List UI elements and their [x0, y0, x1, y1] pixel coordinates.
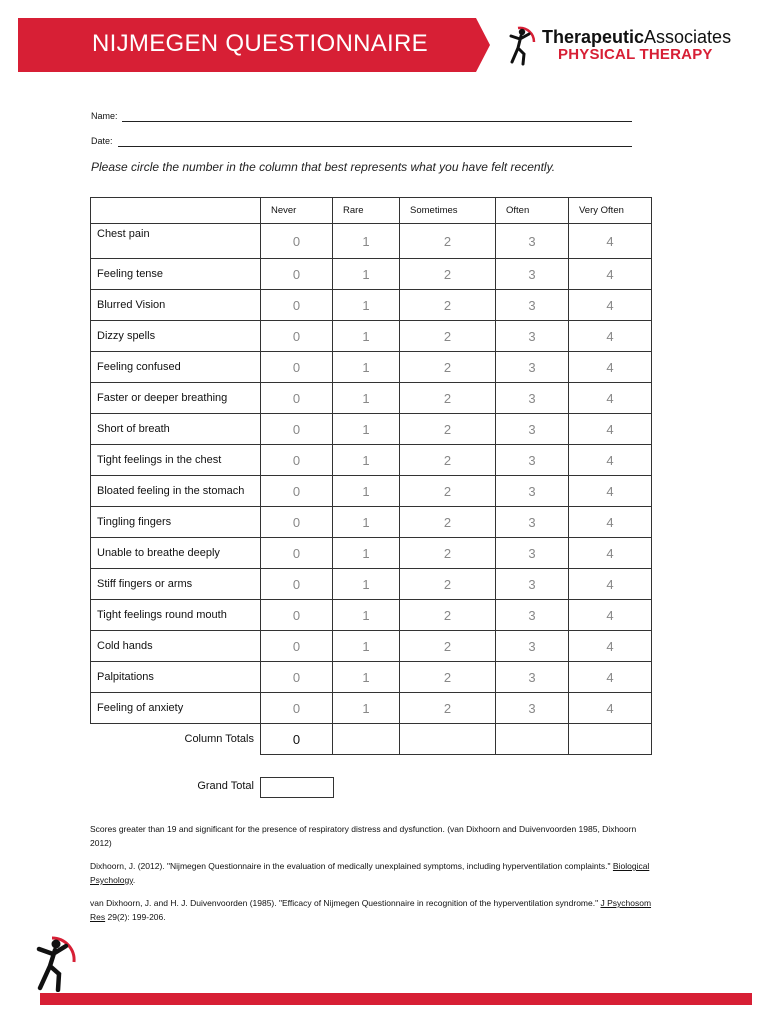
grand-total-label: Grand Total	[197, 780, 254, 792]
table-row	[91, 569, 652, 600]
score-option[interactable]: 3	[496, 383, 569, 414]
score-option[interactable]: 4	[569, 569, 652, 600]
symptom-label: Palpitations	[91, 662, 261, 693]
table-row	[91, 538, 652, 569]
references	[90, 822, 660, 933]
score-option[interactable]: 0	[261, 259, 333, 290]
runner-icon	[504, 24, 538, 66]
score-option[interactable]: 0	[261, 383, 333, 414]
column-header: Never	[261, 198, 333, 224]
instructions: Please circle the number in the column that best represents what you have felt recently.	[91, 160, 556, 174]
score-option[interactable]: 3	[496, 445, 569, 476]
score-option[interactable]: 0	[261, 321, 333, 352]
page-title: NIJMEGEN QUESTIONNAIRE	[92, 30, 428, 57]
score-option[interactable]: 0	[261, 631, 333, 662]
score-option[interactable]: 3	[496, 662, 569, 693]
grand-total-field[interactable]	[260, 777, 334, 798]
score-option[interactable]: 0	[261, 445, 333, 476]
score-option[interactable]: 3	[496, 569, 569, 600]
table-row	[91, 631, 652, 662]
column-header: Very Often	[569, 198, 652, 224]
score-option[interactable]: 0	[261, 693, 333, 724]
logo-subtitle: PHYSICAL THERAPY	[558, 46, 713, 63]
score-option[interactable]: 4	[569, 414, 652, 445]
score-option[interactable]: 3	[496, 290, 569, 321]
table-row	[91, 507, 652, 538]
score-option[interactable]: 1	[333, 662, 400, 693]
table-row	[91, 259, 652, 290]
column-total-cell[interactable]	[496, 724, 569, 755]
score-option[interactable]: 1	[333, 476, 400, 507]
table-row	[91, 476, 652, 507]
column-header: Often	[496, 198, 569, 224]
score-option[interactable]: 3	[496, 321, 569, 352]
header-blank-cell	[91, 198, 261, 224]
score-option[interactable]: 0	[261, 538, 333, 569]
symptom-label: Dizzy spells	[91, 321, 261, 352]
column-header: Rare	[333, 198, 400, 224]
table-row	[91, 383, 652, 414]
score-option[interactable]: 4	[569, 693, 652, 724]
reference-2: van Dixhoorn, J. and H. J. Duivenvoorden (1985). "Efficacy of Nijmegen Questionnaire in recognition of the hyperventilation syndrome." J Psychosom Res 29(2): 199-206.	[90, 898, 652, 922]
score-option[interactable]: 1	[333, 600, 400, 631]
score-option[interactable]: 2	[400, 290, 496, 321]
score-option[interactable]: 0	[261, 662, 333, 693]
symptom-label: Faster or deeper breathing	[91, 383, 261, 414]
score-option[interactable]: 0	[261, 507, 333, 538]
score-option[interactable]: 4	[569, 290, 652, 321]
symptom-label: Chest pain	[91, 224, 261, 259]
score-option[interactable]: 4	[569, 352, 652, 383]
score-option[interactable]: 3	[496, 600, 569, 631]
date-field[interactable]	[118, 146, 632, 147]
score-option[interactable]: 1	[333, 569, 400, 600]
score-option[interactable]: 0	[261, 569, 333, 600]
table-row	[91, 445, 652, 476]
score-option[interactable]: 1	[333, 414, 400, 445]
symptom-label: Feeling tense	[91, 259, 261, 290]
score-option[interactable]: 4	[569, 445, 652, 476]
column-total-cell[interactable]	[333, 724, 400, 755]
score-option[interactable]: 4	[569, 600, 652, 631]
symptom-label: Cold hands	[91, 631, 261, 662]
symptom-label: Feeling of anxiety	[91, 693, 261, 724]
symptom-table	[90, 197, 652, 755]
score-option[interactable]: 3	[496, 352, 569, 383]
score-option[interactable]: 2	[400, 631, 496, 662]
score-option[interactable]: 1	[333, 538, 400, 569]
score-option[interactable]: 2	[400, 662, 496, 693]
reference-1-journal: Biological Psychology	[90, 861, 650, 885]
scoring-note: Scores greater than 19 and significant for the presence of respiratory distress and dysfunction. (van Dixhoorn and Duivenvoorden 1985, Dixhoorn 2012)	[90, 824, 637, 848]
table-row	[91, 321, 652, 352]
header-banner	[18, 18, 490, 72]
table-row	[91, 224, 652, 259]
score-option[interactable]: 3	[496, 476, 569, 507]
score-option[interactable]: 4	[569, 383, 652, 414]
score-option[interactable]: 3	[496, 507, 569, 538]
score-option[interactable]: 3	[496, 414, 569, 445]
score-option[interactable]: 1	[333, 224, 400, 259]
score-option[interactable]: 1	[333, 290, 400, 321]
score-option[interactable]: 4	[569, 538, 652, 569]
score-option[interactable]: 2	[400, 383, 496, 414]
score-option[interactable]: 2	[400, 445, 496, 476]
reference-1: Dixhoorn, J. (2012). "Nijmegen Questionnaire in the evaluation of medically unexplained symptoms, including hyperventilation complaints." Biological Psychology.	[90, 861, 650, 885]
table-row	[91, 352, 652, 383]
symptom-label: Bloated feeling in the stomach	[91, 476, 261, 507]
score-option[interactable]: 2	[400, 538, 496, 569]
date-label: Date:	[91, 136, 113, 146]
score-option[interactable]: 1	[333, 352, 400, 383]
score-option[interactable]: 0	[261, 600, 333, 631]
score-option[interactable]: 1	[333, 693, 400, 724]
symptom-label: Blurred Vision	[91, 290, 261, 321]
symptom-label: Tight feelings in the chest	[91, 445, 261, 476]
name-field[interactable]	[122, 121, 632, 122]
score-option[interactable]: 3	[496, 631, 569, 662]
score-option[interactable]: 3	[496, 224, 569, 259]
table-row	[91, 693, 652, 724]
name-label: Name:	[91, 111, 118, 121]
table-header-row	[91, 198, 652, 224]
symptom-label: Unable to breathe deeply	[91, 538, 261, 569]
score-option[interactable]: 0	[261, 414, 333, 445]
symptom-label: Short of breath	[91, 414, 261, 445]
score-option[interactable]: 2	[400, 259, 496, 290]
logo-name: TherapeuticAssociates	[542, 27, 732, 47]
score-option[interactable]: 0	[261, 352, 333, 383]
score-option[interactable]: 1	[333, 259, 400, 290]
footer-runner-icon	[28, 932, 82, 992]
table-row	[91, 600, 652, 631]
column-total-cell[interactable]	[400, 724, 496, 755]
score-option[interactable]: 0	[261, 290, 333, 321]
score-option[interactable]: 4	[569, 476, 652, 507]
score-option[interactable]: 4	[569, 224, 652, 259]
score-option[interactable]: 4	[569, 631, 652, 662]
score-option[interactable]: 0	[261, 224, 333, 259]
score-option[interactable]: 2	[400, 321, 496, 352]
column-totals-label: Column Totals	[184, 733, 254, 746]
score-option[interactable]: 4	[569, 507, 652, 538]
column-header: Sometimes	[400, 198, 496, 224]
column-totals-row	[91, 724, 652, 755]
table-row	[91, 290, 652, 321]
score-option[interactable]: 1	[333, 507, 400, 538]
score-option[interactable]: 3	[496, 538, 569, 569]
symptom-label: Feeling confused	[91, 352, 261, 383]
footer-bar	[40, 993, 752, 1005]
score-option[interactable]: 1	[333, 321, 400, 352]
column-total-cell[interactable]	[569, 724, 652, 755]
score-option[interactable]: 2	[400, 414, 496, 445]
company-logo	[504, 24, 744, 68]
table-row	[91, 662, 652, 693]
symptom-label: Stiff fingers or arms	[91, 569, 261, 600]
score-option[interactable]: 0	[261, 476, 333, 507]
score-option[interactable]: 3	[496, 693, 569, 724]
score-option[interactable]: 2	[400, 476, 496, 507]
score-option[interactable]: 1	[333, 445, 400, 476]
score-option[interactable]: 4	[569, 662, 652, 693]
column-total-cell[interactable]: 0	[261, 724, 333, 755]
score-option[interactable]: 1	[333, 631, 400, 662]
score-option[interactable]: 2	[400, 224, 496, 259]
score-option[interactable]: 2	[400, 507, 496, 538]
score-option[interactable]: 4	[569, 259, 652, 290]
score-option[interactable]: 3	[496, 259, 569, 290]
symptom-label: Tight feelings round mouth	[91, 600, 261, 631]
symptom-label: Tingling fingers	[91, 507, 261, 538]
score-option[interactable]: 2	[400, 569, 496, 600]
reference-2-journal: J Psychosom Res	[90, 898, 652, 922]
score-option[interactable]: 1	[333, 383, 400, 414]
score-option[interactable]: 2	[400, 693, 496, 724]
score-option[interactable]: 2	[400, 600, 496, 631]
score-option[interactable]: 4	[569, 321, 652, 352]
score-option[interactable]: 2	[400, 352, 496, 383]
table-row	[91, 414, 652, 445]
